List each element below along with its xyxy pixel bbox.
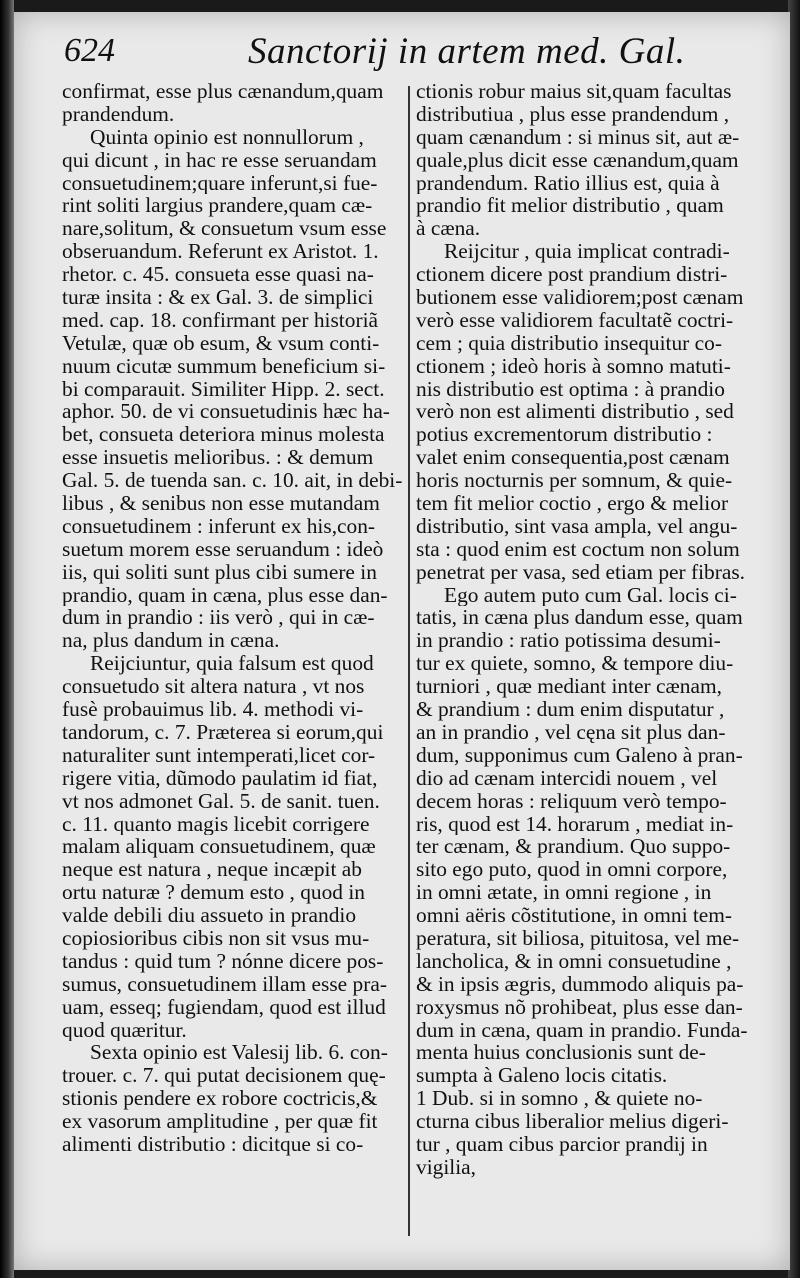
text-line: tur ex quiete, somno, & tempore diu- [416,652,734,676]
text-line: bet, consueta deteriora minus molesta [62,423,385,447]
text-line: alimenti distributio : dicitque si co- [62,1132,364,1156]
text-line: potius excrementorum distributio : [416,423,713,447]
book-gutter-edge [0,0,14,1278]
text-line: ctionis robur maius sit,quam facultas [416,80,732,103]
text-line: an in prandio , vel cęna sit plus dan- [416,720,726,744]
text-line: tandorum, c. 7. Præterea si eorum,qui [62,720,384,744]
text-line: distributio, sint vasa ampla, vel angu- [416,514,738,538]
text-line: horis nocturnis per somnum, & quie- [416,469,733,493]
text-line: & prandium : dum enim disputatur , [416,698,725,721]
text-line: Sexta opinio est Valesij lib. 6. con- [90,1041,388,1065]
text-line: dio ad cænam intercidi nouem , vel [416,766,718,790]
text-line: 1 Dub. si in somno , & quiete no- [416,1087,703,1111]
text-line: in omni ætate, in omni regione , in [416,881,712,905]
text-line: obseruandum. Referunt ex Aristot. 1. [62,240,379,264]
text-line: sta : quod enim est coctum non solum [416,537,740,561]
running-title: Sanctorij in artem med. Gal. [248,31,686,72]
text-line: dum in prandio : iis verò , qui in cæ- [62,606,375,630]
text-line: dum in cæna, quam in prandio. Funda- [416,1018,748,1042]
text-line: verò non est alimenti distributio , sed [416,400,734,424]
text-line: nare,solitum, & consuetum vsum esse [62,217,387,241]
text-line: vigilia, [416,1155,477,1179]
text-line: nis distributio est optima : à prandio [416,377,725,401]
text-line: peratura, sit biliosa, pituitosa, vel me- [416,926,740,950]
text-line: quale,plus dicit esse cænandum,quam [416,148,739,172]
text-line: decem horas : reliquum verò tempo- [416,789,727,813]
right-text-column [416,80,756,1179]
text-line: prandendum. Ratio illius est, quia à [416,171,720,195]
text-line: turniori , quæ mediant inter cænam, [416,675,722,699]
text-line: rigere vitia, dũmodo paulatim id fiat, [62,766,378,790]
page-header [58,30,758,78]
text-line: cem ; quia distributio insequitur co- [416,331,722,355]
text-line: ter cænam, & prandium. Quo suppo- [416,835,731,859]
text-line: Vetulæ, quæ ob esum, & vsum conti- [62,331,380,355]
text-line: cturna cibus liberalior melius digeri- [416,1110,729,1133]
text-line: libus , & senibus non esse mutandam [62,492,380,515]
text-line: naturaliter sunt intemperati,licet cor- [62,743,376,767]
text-line: consuetudo sit altera natura , vt nos [62,675,365,699]
page-number: 624 [64,32,115,69]
left-text-column [62,80,404,1156]
text-line: uam, esseq; fugiendam, quod est illud [62,995,386,1019]
text-line: aphor. 50. de vi consuetudinis hæc ha- [62,400,390,424]
text-line: ris, quod est 14. horarum , mediat in- [416,812,734,836]
text-line: rint soliti largius prandere,quam cæ- [62,194,373,218]
text-line: lancholica, & in omni consuetudine , [416,949,732,973]
text-line: Quinta opinio est nonnullorum , [90,125,364,149]
text-line: prandio fit melior distributio , quam [416,194,724,218]
text-line: nuum cicutæ summum beneficium si- [62,354,386,378]
text-line: valet enim consequentia,post cænam [416,446,730,470]
text-line: Ego autem puto cum Gal. locis ci- [444,583,737,607]
text-line: confirmat, esse plus cænandum,quam [62,80,384,103]
text-line: consuetudinem;quare inferunt,si fue- [62,171,378,195]
text-line: menta huius conclusionis sunt de- [416,1041,706,1065]
text-line: iis, qui soliti sunt plus cibi sumere in [62,560,377,584]
text-line: vt nos admonet Gal. 5. de sanit. tuen. [62,789,380,813]
text-line: ctionem dicere post prandium distri- [416,263,728,287]
text-line: Reijciuntur, quia falsum est quod [90,652,374,676]
text-line: copiosioribus cibis non sit vsus mu- [62,926,370,950]
text-line: ctionem ; ideò horis à somno matuti- [416,354,731,378]
text-line: penetrat per vasa, sed etiam per fibras. [416,560,746,584]
text-line: suetum morem esse seruandum : ideò [62,537,384,561]
text-line: in prandio : ratio potissima desumi- [416,629,721,653]
text-line: quod quæritur. [62,1018,187,1042]
text-line: & in ipsis ægris, dummodo aliquis pa- [416,972,744,996]
text-line: sumus, consuetudinem illam esse pra- [62,972,387,996]
text-line: rhetor. c. 45. consueta esse quasi na- [62,263,374,287]
text-line: sumpta à Galeno locis citatis. [416,1064,668,1088]
text-line: à cæna. [416,217,481,241]
text-line: med. cap. 18. confirmant per historiã [62,308,379,332]
text-line: Gal. 5. de tuenda san. c. 10. ait, in debi- [62,469,403,493]
text-line: qui dicunt , in hac re esse seruandam [62,148,377,172]
text-line: Reijcitur , quia implicat contradi- [444,240,730,264]
text-line: neque est natura , neque incæpit ab [62,858,362,882]
text-line: prandio, quam in cæna, plus esse dan- [62,583,388,607]
text-line: verò esse validiorem facultatẽ coctri- [416,308,734,332]
text-line: fusè probauimus lib. 4. methodi vi- [62,698,364,721]
text-line: dum, supponimus cum Galeno à pran- [416,743,743,767]
text-line: prandendum. [62,102,175,126]
text-line: esse insuetis melioribus. : & demum [62,446,374,470]
text-line: na, plus dandum in cæna. [62,629,280,653]
text-line: tatis, in cæna plus dandum esse, quam [416,606,743,630]
text-line: malam aliquam consuetudinem, quæ [62,835,376,859]
text-line: c. 11. quanto magis licebit corrigere [62,812,370,836]
text-line: omni aëris cõstitutione, in omni tem- [416,904,733,927]
text-line: tem fit melior coctio , ergo & melior [416,492,729,515]
text-line: valde debili diu assueto in prandio [62,904,357,927]
text-line: butionem esse validiorem;post cænam [416,286,744,309]
text-line: turæ insita : & ex Gal. 3. de simplici [62,286,374,309]
text-line: consuetudinem : inferunt ex his,con- [62,514,376,538]
text-line: trouer. c. 7. qui putat decisionem quę- [62,1064,386,1088]
text-line: bi comparauit. Similiter Hipp. 2. sect. [62,377,385,401]
text-line: tandus : quid tum ? nónne dicere pos- [62,949,384,973]
text-line: sito ego puto, quod in omni corpore, [416,858,728,882]
text-line: tur , quam cibus parcior prandij in [416,1132,708,1156]
text-line: ortu naturæ ? demum esto , quod in [62,881,365,905]
text-line: roxysmus nõ prohibeat, plus esse dan- [416,995,743,1019]
text-line: quam cænandum : si minus sit, aut æ- [416,125,740,149]
text-line: stionis pendere ex robore coctricis,& [62,1087,378,1111]
text-line: distributiua , plus esse prandendum , [416,102,730,126]
text-line: ex vasorum amplitudine , per quæ fit [62,1110,378,1133]
column-divider [408,86,410,1236]
